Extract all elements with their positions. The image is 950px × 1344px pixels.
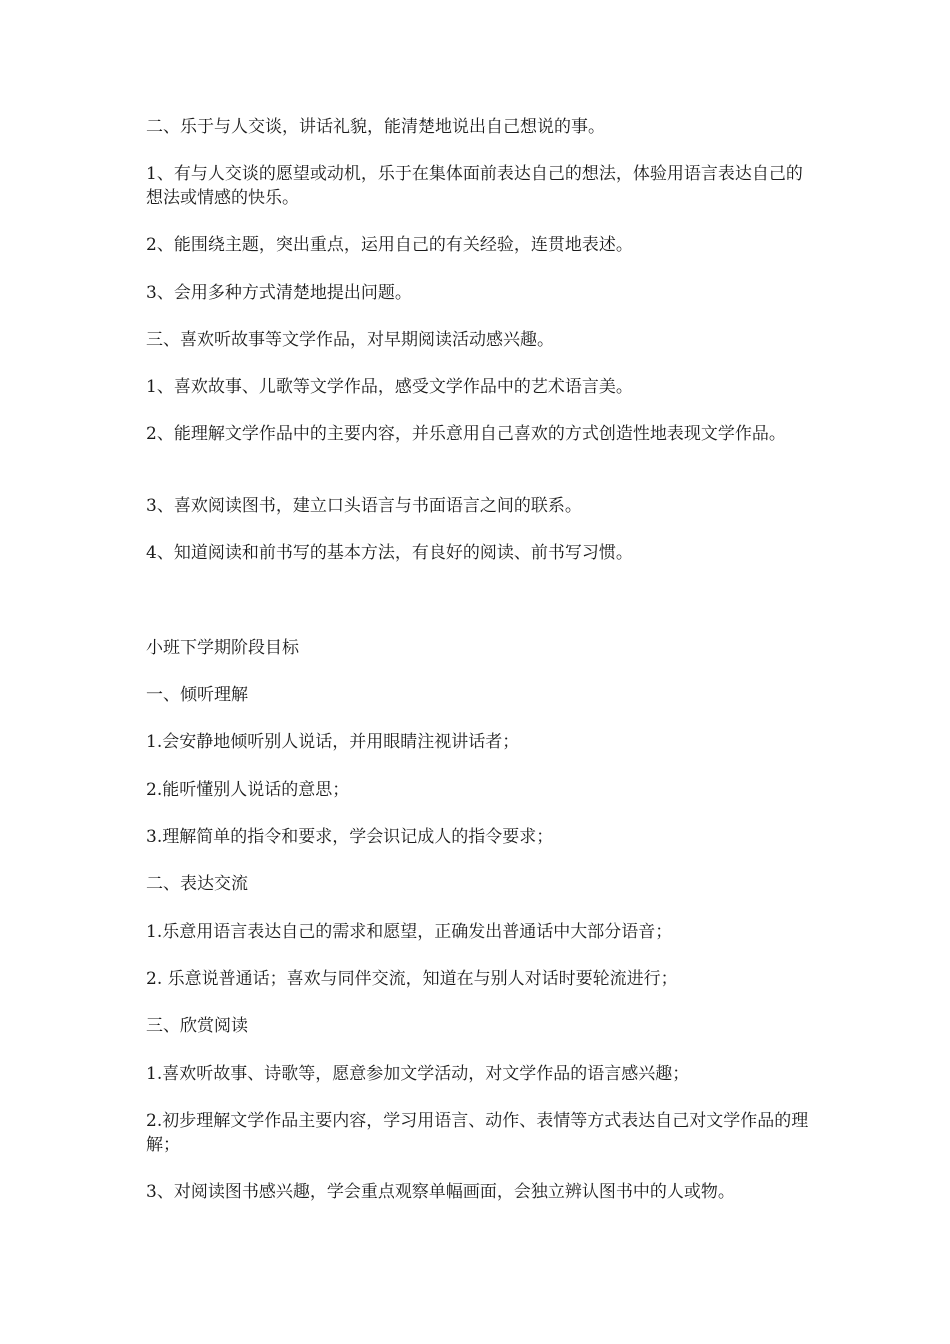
paragraph: 1.会安静地倾听别人说话，并用眼睛注视讲话者； [146,732,520,752]
paragraph: 2.初步理解文学作品主要内容，学习用语言、动作、表情等方式表达自己对文学作品的理解； [146,1111,809,1155]
paragraph: 1.乐意用语言表达自己的需求和愿望，正确发出普通话中大部分语音； [146,922,673,942]
paragraph: 1、有与人交谈的愿望或动机，乐于在集体面前表达自己的想法，体验用语言表达自己的想法或情感的快乐。 [146,164,803,208]
paragraph: 2、能理解文学作品中的主要内容，并乐意用自己喜欢的方式创造性地表现文学作品。 [146,424,786,444]
section-title: 小班下学期阶段目标 [146,638,299,658]
paragraph: 3、会用多种方式清楚地提出问题。 [146,283,412,303]
paragraph: 4、知道阅读和前书写的基本方法，有良好的阅读、前书写习惯。 [146,543,633,563]
paragraph: 1.喜欢听故事、诗歌等，愿意参加文学活动，对文学作品的语言感兴趣； [146,1064,690,1084]
paragraph: 3.理解简单的指令和要求，学会识记成人的指令要求； [146,827,554,847]
paragraph: 3、对阅读图书感兴趣，学会重点观察单幅画面，会独立辨认图书中的人或物。 [146,1182,735,1202]
subsection-heading-3: 三、欣赏阅读 [146,1016,248,1036]
section-heading-3: 三、喜欢听故事等文学作品，对早期阅读活动感兴趣。 [146,330,554,350]
paragraph: 1、喜欢故事、儿歌等文学作品，感受文学作品中的艺术语言美。 [146,377,633,397]
paragraph: 2. 乐意说普通话；喜欢与同伴交流，知道在与别人对话时要轮流进行； [146,969,678,989]
subsection-heading-1: 一、倾听理解 [146,685,248,705]
paragraph: 2、能围绕主题，突出重点，运用自己的有关经验，连贯地表述。 [146,235,633,255]
section-heading-2: 二、乐于与人交谈，讲话礼貌，能清楚地说出自己想说的事。 [146,117,605,137]
paragraph: 2.能听懂别人说话的意思； [146,780,350,800]
subsection-heading-2: 二、表达交流 [146,874,248,894]
paragraph: 3、喜欢阅读图书，建立口头语言与书面语言之间的联系。 [146,496,582,516]
